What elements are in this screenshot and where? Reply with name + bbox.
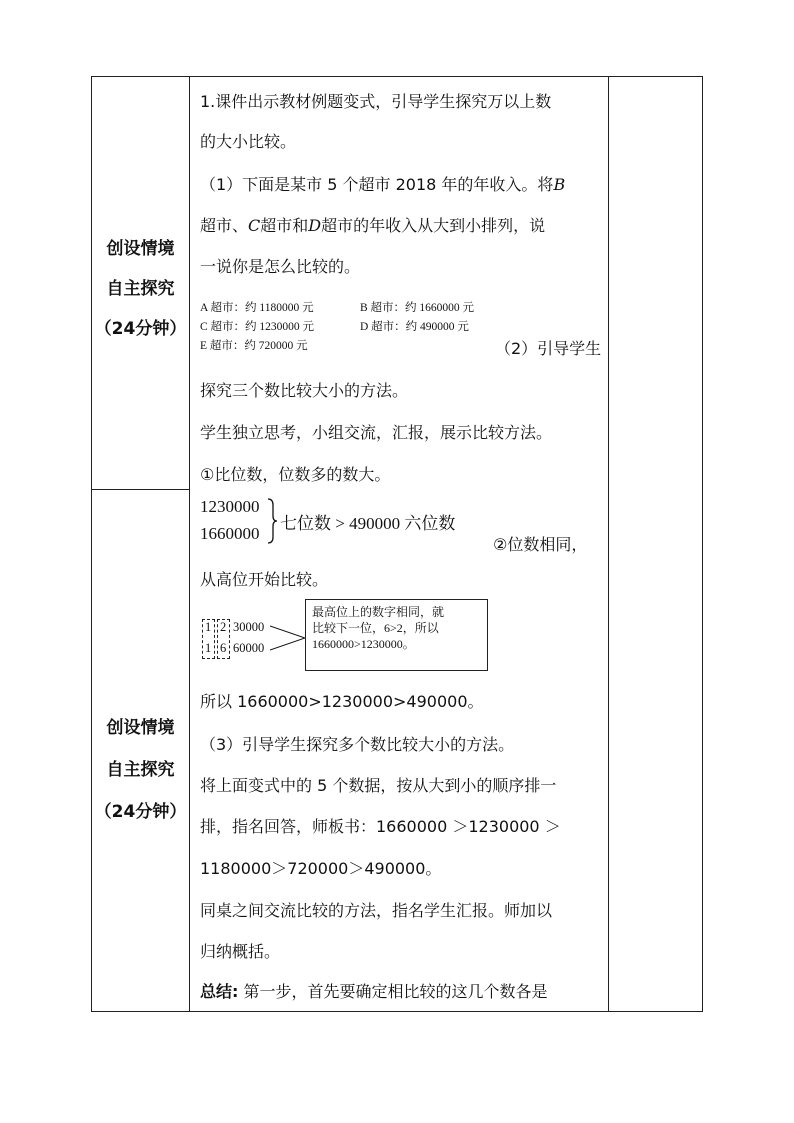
paragraph bbox=[200, 213, 545, 236]
digit: 6 bbox=[220, 641, 227, 655]
pointer-icon bbox=[270, 621, 306, 655]
stage-label-line: 自主探究 bbox=[106, 279, 175, 299]
stage-label-line: 创设情境 bbox=[106, 718, 175, 738]
digit: 1 bbox=[205, 620, 212, 634]
paragraph: 的大小比较。 bbox=[200, 132, 297, 151]
paragraph: 学生独立思考，小组交流，汇报，展示比较方法。 bbox=[200, 423, 553, 442]
paragraph: 从高位开始比较。 bbox=[200, 570, 329, 589]
letter: C bbox=[248, 216, 261, 235]
row-divider bbox=[92, 489, 189, 490]
paragraph: ①比位数，位数多的数大。 bbox=[200, 465, 391, 484]
paragraph: （2）引导学生 bbox=[495, 339, 602, 358]
digit: 2 bbox=[220, 620, 227, 634]
paragraph: 将上面变式中的 5 个数据，按从大到小的顺序排一 bbox=[200, 776, 557, 795]
summary-label: 总结: bbox=[200, 982, 239, 1001]
stage-label-duration: （24分钟） bbox=[94, 802, 187, 822]
paragraph: 1.课件出示教材例题变式，引导学生探究万以上数 bbox=[200, 92, 552, 111]
market-a: A 超市：约 1180000 元 bbox=[200, 302, 314, 314]
stage-label-line: 自主探究 bbox=[106, 760, 175, 780]
number: 1660000 bbox=[200, 524, 260, 543]
paragraph: 1180000＞720000＞490000。 bbox=[200, 859, 442, 878]
text: （1）下面是某市 5 个超市 2018 年的年收入。将 bbox=[200, 175, 554, 194]
market-c: C 超市：约 1230000 元 bbox=[200, 321, 315, 333]
number: 1230000 bbox=[200, 497, 260, 516]
paragraph bbox=[200, 979, 548, 1002]
box-line: 1660000>1230000。 bbox=[312, 637, 415, 651]
lesson-table bbox=[91, 76, 703, 1012]
text: 超市、 bbox=[200, 216, 249, 235]
number: 60000 bbox=[233, 641, 265, 655]
letter: B bbox=[553, 175, 566, 194]
stage-label-duration: （24分钟） bbox=[94, 319, 187, 339]
paragraph bbox=[200, 172, 565, 195]
box-line: 比较下一位，6>2，所以 bbox=[312, 621, 439, 635]
paragraph: 归纳概括。 bbox=[200, 942, 281, 961]
paragraph: 一说你是怎么比较的。 bbox=[200, 257, 361, 276]
paragraph: 所以 1660000>1230000>490000。 bbox=[200, 692, 484, 711]
stage-label-line: 创设情境 bbox=[106, 239, 175, 259]
box-line: 最高位上的数字相同，就 bbox=[312, 605, 445, 619]
letter: D bbox=[308, 216, 322, 235]
brace-icon bbox=[266, 497, 278, 545]
market-b: B 超市：约 1660000 元 bbox=[360, 302, 475, 314]
text: 超市和 bbox=[260, 216, 309, 235]
digit: 1 bbox=[205, 641, 212, 655]
text: 超市的年收入从大到小排列，说 bbox=[321, 216, 546, 235]
column-divider bbox=[189, 77, 190, 1011]
paragraph: 排，指名回答，师板书：1660000 ＞1230000 ＞ bbox=[200, 817, 561, 836]
market-d: D 超市：约 490000 元 bbox=[360, 321, 469, 333]
content-cell bbox=[200, 77, 612, 1011]
comparison-text: 七位数 > 490000 六位数 bbox=[280, 514, 456, 533]
paragraph: （3）引导学生探究多个数比较大小的方法。 bbox=[200, 735, 515, 754]
number: 30000 bbox=[233, 620, 265, 634]
text: 第一步，首先要确定相比较的这几个数各是 bbox=[238, 982, 548, 1001]
explanation-box bbox=[305, 599, 488, 671]
paragraph: ②位数相同， bbox=[493, 535, 588, 554]
paragraph: 同桌之间交流比较的方法，指名学生汇报。师加以 bbox=[200, 901, 553, 920]
market-e: E 超市：约 720000 元 bbox=[200, 340, 308, 352]
paragraph: 探究三个数比较大小的方法。 bbox=[200, 381, 409, 400]
